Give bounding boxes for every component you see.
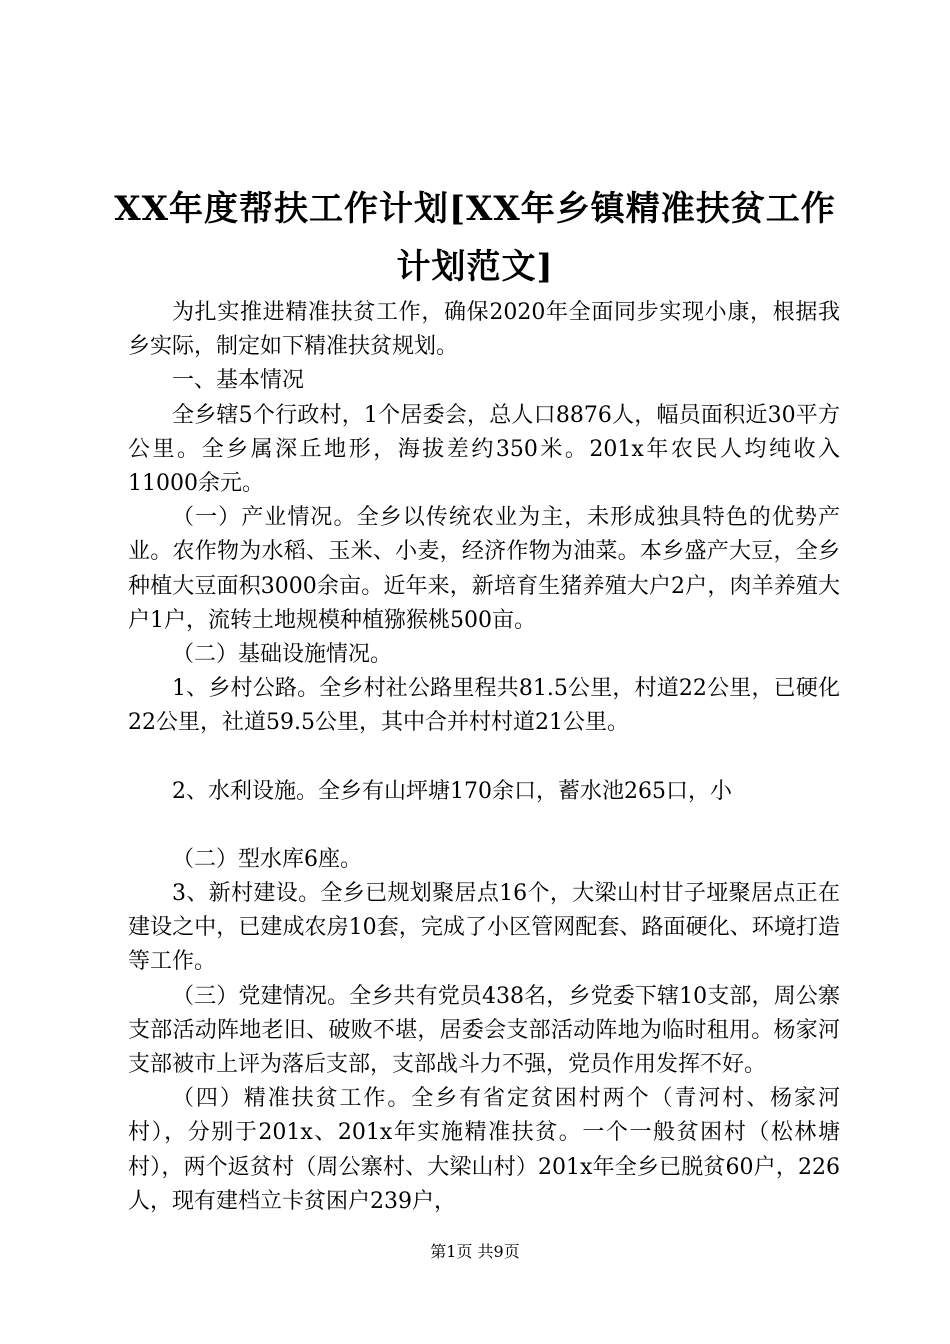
paragraph-overview: 全乡辖5个行政村，1个居委会，总人口8876人，幅员面积近30平方公里。全乡属深丘地形，海拔差约350米。201x年农民人均纯收入11000余元。 bbox=[128, 402, 840, 497]
paragraph-water: 2、水利设施。全乡有山坪塘170余口，蓄水池265口，小 bbox=[172, 778, 732, 804]
paragraph-reservoir: （二）型水库6座。 bbox=[172, 846, 362, 872]
section-heading-infrastructure: （二）基础设施情况。 bbox=[172, 642, 393, 668]
section-heading-basic: 一、基本情况 bbox=[172, 368, 305, 394]
paragraph-roads: 1、乡村公路。全乡村社公路里程共81.5公里，村道22公里，已硬化22公里，社道59.5公里，其中合并村村道21公里。 bbox=[128, 676, 840, 736]
page-number: 第1页 共9页 bbox=[430, 1242, 520, 1261]
paragraph-poverty: （四）精准扶贫工作。全乡有省定贫困村两个（青河村、杨家河村），分别于201x、201x年实施精准扶贫。一个一般贫困村（松林塘村），两个返贫村（周公寨村、大梁山村）201x年全乡已脱贫60户，226人，现有建档立卡贫困户239户， bbox=[128, 1086, 840, 1214]
document-body bbox=[128, 296, 840, 1219]
paragraph-intro: 为扎实推进精准扶贫工作，确保2020年全面同步实现小康，根据我乡实际，制定如下精准扶贫规划。 bbox=[128, 300, 840, 360]
paragraph-village: 3、新村建设。全乡已规划聚居点16个，大梁山村甘子垭聚居点正在建设之中，已建成农房10套，完成了小区管网配套、路面硬化、环境打造等工作。 bbox=[128, 881, 840, 975]
paragraph-party: （三）党建情况。全乡共有党员438名，乡党委下辖10支部，周公寨支部活动阵地老旧、破败不堪，居委会支部活动阵地为临时租用。杨家河支部被市上评为落后支部，支部战斗力不强，党员作用发挥不好。 bbox=[128, 983, 840, 1078]
paragraph-industry: （一）产业情况。全乡以传统农业为主，未形成独具特色的优势产业。农作物为水稻、玉米、小麦，经济作物为油菜。本乡盛产大豆，全乡种植大豆面积3000余亩。近年来，新培育生猪养殖大户2户，肉羊养殖大户1户，流转土地规模种植猕猴桃500亩。 bbox=[128, 505, 840, 633]
document-title: XX年度帮扶工作计划[XX年乡镇精准扶贫工作计划范文] bbox=[114, 189, 836, 287]
